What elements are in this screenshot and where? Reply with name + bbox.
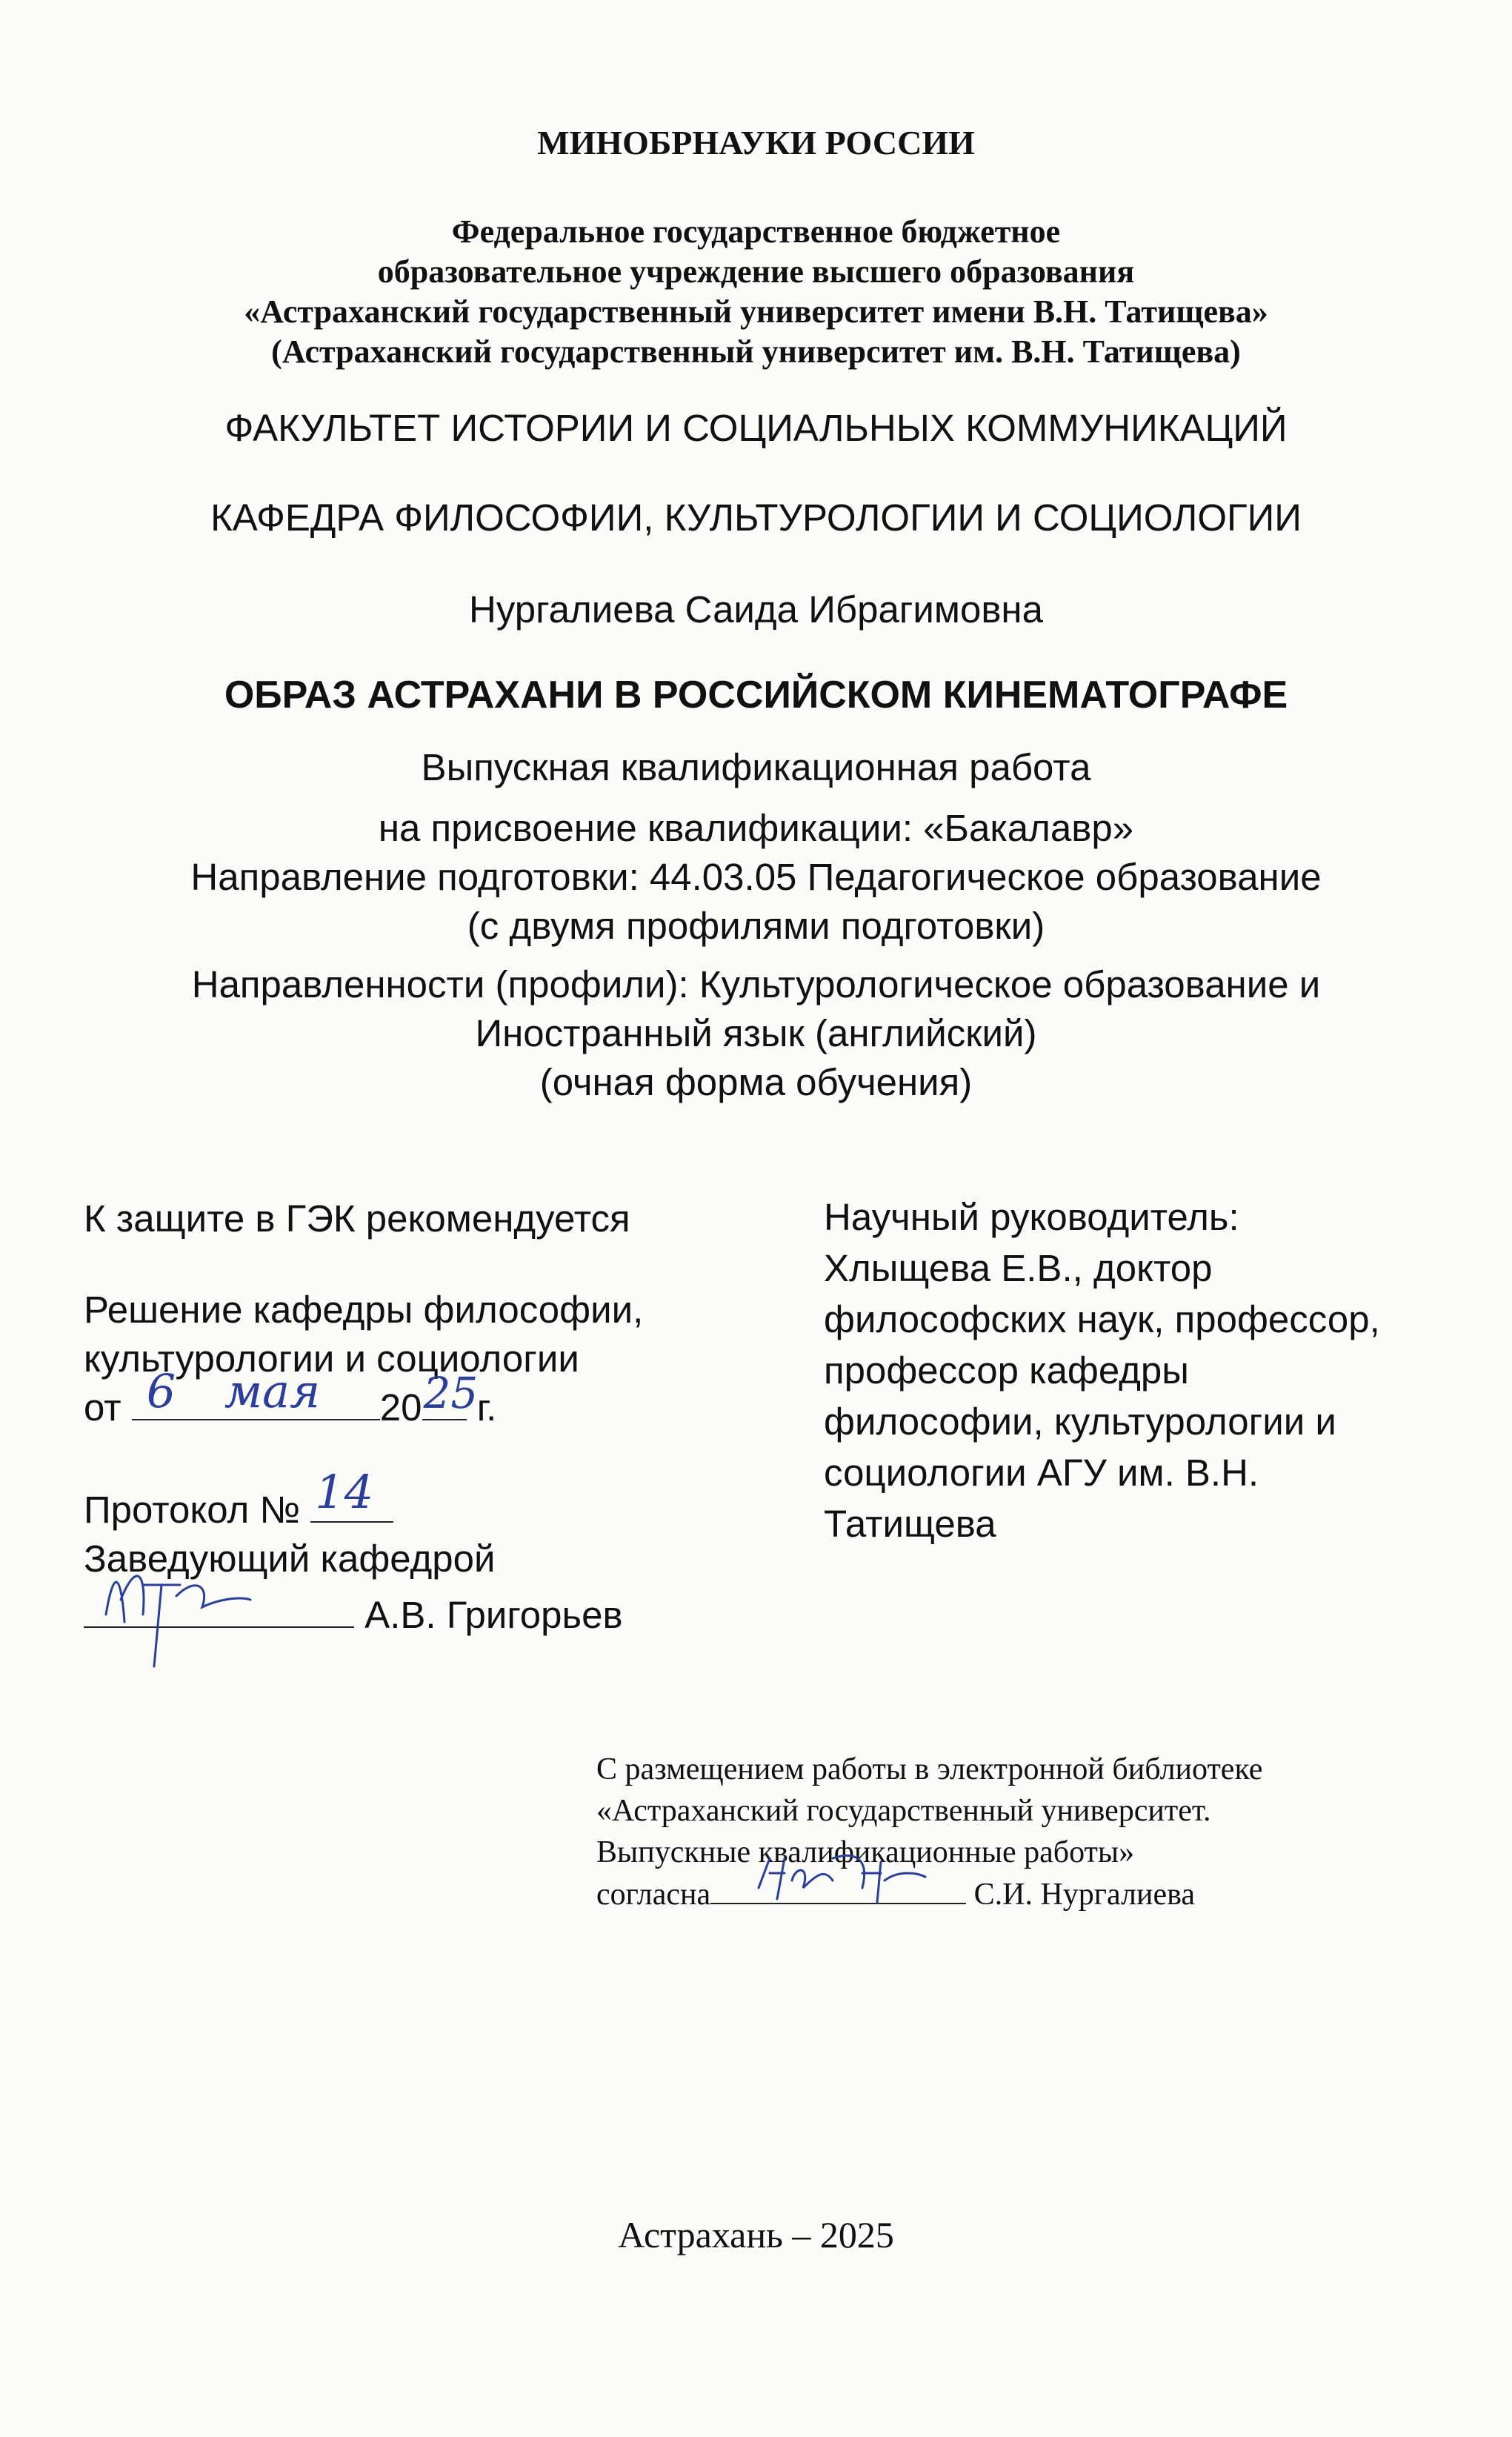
ministry-name: МИНОБРНАУКИ РОССИИ bbox=[537, 124, 975, 162]
protocol-line bbox=[84, 1465, 750, 1535]
training-profiles-note: (с двумя профилями подготовки) bbox=[467, 905, 1045, 947]
head-name: А.В. Григорьев bbox=[364, 1594, 623, 1636]
decision-line-1: Решение кафедры философии, bbox=[84, 1289, 644, 1331]
head-signature bbox=[91, 1555, 269, 1666]
consent-line-2: «Астраханский государственный университет. bbox=[596, 1794, 1211, 1828]
author-name: Нургалиева Саида Ибрагимовна bbox=[469, 588, 1043, 631]
work-type: Выпускная квалификационная работа bbox=[421, 746, 1091, 788]
handwritten-protocol-number: 14 bbox=[315, 1465, 374, 1519]
year-suffix: г. bbox=[476, 1386, 497, 1429]
protocol-block bbox=[84, 1465, 750, 1640]
head-signature-line bbox=[84, 1591, 750, 1640]
institution-line-4: (Астраханский государственный университет им. В.Н. Татищева) bbox=[271, 333, 1241, 370]
consent-agree-line bbox=[596, 1873, 1448, 1915]
defense-recommendation-block bbox=[84, 1194, 750, 1243]
year-prefix: 20 bbox=[379, 1386, 422, 1429]
signer-name: С.И. Нургалиева bbox=[973, 1878, 1196, 1912]
consent-line-1: С размещением работы в электронной библиотеке bbox=[596, 1752, 1263, 1786]
institution-line-1: Федеральное государственное бюджетное bbox=[451, 213, 1061, 250]
supervisor-line-5: философии, культурологии и bbox=[824, 1400, 1336, 1443]
supervisor-line-2: Хлыщева Е.В., доктор bbox=[824, 1247, 1213, 1289]
head-label: Заведующий кафедрой bbox=[84, 1537, 496, 1580]
supervisor-label: Научный руководитель: bbox=[824, 1196, 1239, 1238]
supervisor-line-6: социологии АГУ им. В.Н. bbox=[824, 1452, 1259, 1494]
institution-line-2: образовательное учреждение высшего образования bbox=[377, 253, 1135, 290]
qualification: на присвоение квалификации: «Бакалавр» bbox=[378, 807, 1134, 849]
handwritten-year: 25 bbox=[423, 1368, 479, 1418]
handwritten-day: 6 bbox=[146, 1364, 176, 1418]
consent-line-3: Выпускные квалификационные работы» bbox=[596, 1835, 1135, 1869]
year-fill-line bbox=[422, 1368, 479, 1420]
library-consent-block bbox=[596, 1749, 1448, 1915]
department-decision-block bbox=[84, 1286, 750, 1432]
decision-line-2: культурологии и социологии bbox=[84, 1337, 579, 1380]
decision-date-line bbox=[84, 1364, 750, 1432]
supervisor-block bbox=[824, 1191, 1491, 1549]
training-direction: Направление подготовки: 44.03.05 Педагогическое образование bbox=[190, 856, 1322, 898]
student-signature bbox=[751, 1843, 929, 1910]
supervisor-line-4: профессор кафедры bbox=[824, 1349, 1189, 1392]
handwritten-month: мая bbox=[224, 1364, 321, 1418]
protocol-fill-line bbox=[310, 1465, 393, 1523]
supervisor-line-3: философских наук, профессор, bbox=[824, 1298, 1380, 1340]
profiles-line-2: Иностранный язык (английский) bbox=[475, 1012, 1037, 1054]
profiles-line-1: Направленности (профили): Культурологическое образование и bbox=[191, 963, 1321, 1005]
date-prefix: от bbox=[84, 1386, 121, 1429]
date-fill-line bbox=[132, 1364, 380, 1420]
faculty-name: ФАКУЛЬТЕТ ИСТОРИИ И СОЦИАЛЬНЫХ КОММУНИКАЦИЙ bbox=[224, 407, 1288, 449]
agree-label: согласна bbox=[596, 1878, 711, 1912]
thesis-title: ОБРАЗ АСТРАХАНИ В РОССИЙСКОМ КИНЕМАТОГРАФЕ bbox=[224, 674, 1288, 717]
study-form: (очная форма обучения) bbox=[539, 1061, 973, 1103]
protocol-label: Протокол № bbox=[84, 1489, 301, 1531]
department-name: КАФЕДРА ФИЛОСОФИИ, КУЛЬТУРОЛОГИИ И СОЦИОЛОГИИ bbox=[210, 496, 1302, 539]
student-signature-fill bbox=[710, 1873, 966, 1904]
defense-recommended: К защите в ГЭК рекомендуется bbox=[84, 1197, 630, 1240]
head-signature-fill bbox=[84, 1592, 354, 1628]
supervisor-line-7: Татищева bbox=[824, 1503, 996, 1545]
city-year: Астрахань – 2025 bbox=[618, 2214, 894, 2255]
institution-line-3: «Астраханский государственный университет имени В.Н. Татищева» bbox=[244, 293, 1268, 330]
